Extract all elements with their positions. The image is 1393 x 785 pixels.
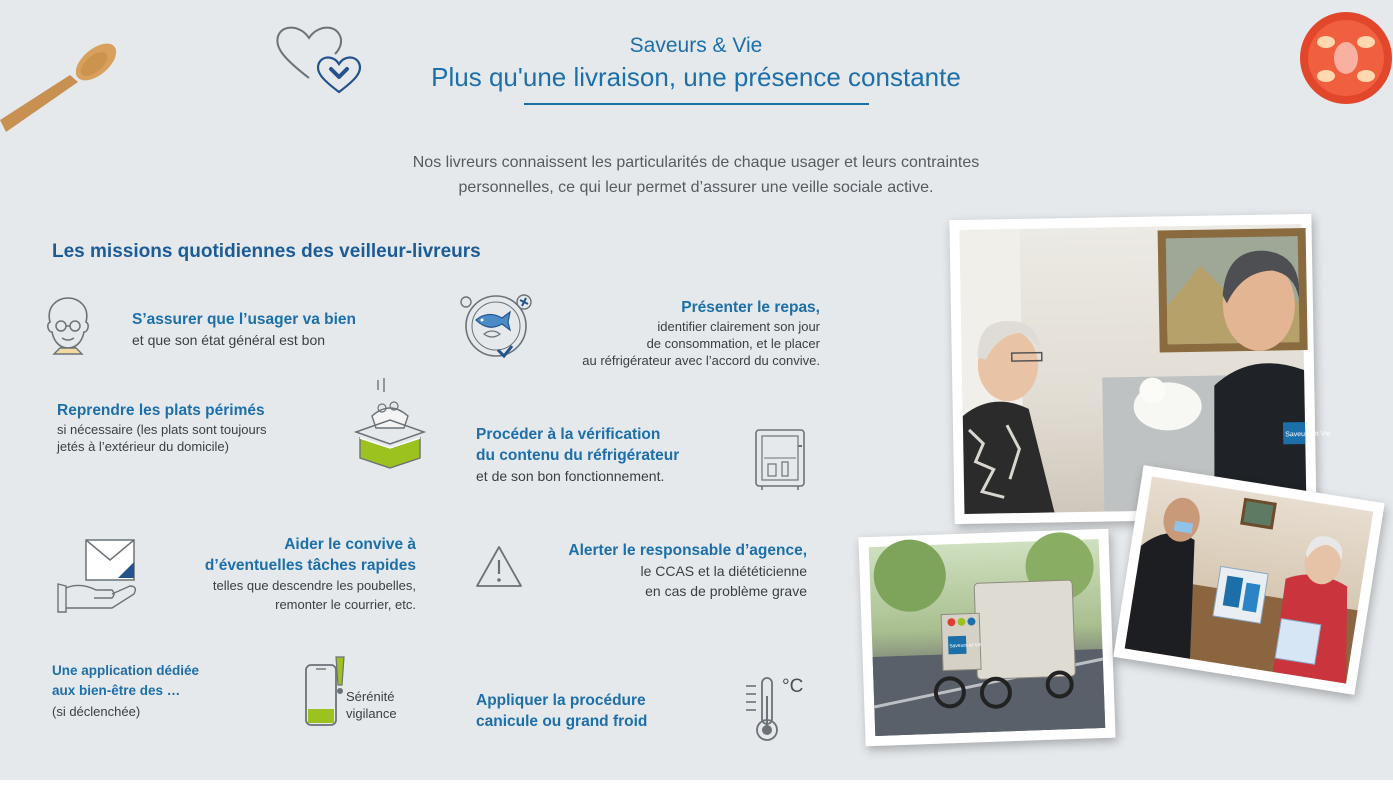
serenite-badge [346, 688, 397, 722]
mission-canicule [476, 690, 647, 732]
photo-home-visit-image [960, 224, 1331, 514]
mission-usager [132, 309, 356, 350]
mission-canicule-title-1: Appliquer la procédure [476, 692, 646, 709]
brand-name: Saveurs & Vie [629, 34, 763, 57]
mission-taches-desc-2: remonter le courrier, etc. [275, 597, 416, 612]
mission-application [52, 661, 199, 722]
photo-delivery-vehicle [858, 529, 1115, 747]
section-title: Les missions quotidiennes des veilleur-livreurs [52, 241, 481, 262]
thermometer-icon [742, 676, 784, 744]
intro-line-1: Nos livreurs connaissent les particularités de chaque usager et leurs contraintes [412, 154, 980, 171]
warning-icon [474, 544, 524, 590]
mission-repas-desc-2: de consommation, et le placer [646, 336, 820, 351]
mission-taches-title-1: Aider le convive à [284, 536, 416, 553]
mission-frigo-desc: et de son bon fonctionnement. [476, 468, 665, 484]
hearts-logo-icon [273, 22, 365, 94]
mission-taches-desc-1: telles que descendre les poubelles, [212, 578, 416, 593]
fish-dish-icon [458, 288, 538, 364]
celsius-label: °C [782, 676, 804, 697]
title-underline [524, 103, 869, 105]
photo-delivery-vehicle-image [869, 539, 1105, 736]
mission-repas [582, 297, 820, 369]
mission-alerte-title: Alerter le responsable d’agence, [568, 542, 807, 559]
intro-text [300, 150, 1092, 200]
mission-perimes-desc-2: jetés à l’extérieur du domicile) [57, 439, 229, 454]
mission-frigo-title-2: du contenu du réfrigérateur [476, 447, 680, 464]
intro-line-2: personnelles, ce qui leur permet d’assurer une veille sociale active. [458, 179, 934, 196]
mission-application-title-1: Une application dédiée [52, 663, 200, 678]
phone-alert-icon [302, 655, 348, 729]
wooden-spoon-decoration [0, 20, 130, 140]
mission-alerte [568, 540, 807, 601]
trash-box-icon [350, 376, 430, 472]
mission-frigo-title-1: Procéder à la vérification [476, 426, 661, 443]
page-title: Plus qu'une livraison, une présence constante [431, 62, 961, 92]
mission-application-desc: (si déclenchée) [52, 704, 141, 719]
meal-delivery-illustration [1125, 477, 1373, 684]
vigilance-label: vigilance [346, 706, 397, 721]
mission-frigo [476, 424, 679, 486]
mail-hand-icon [56, 538, 140, 616]
mission-alerte-desc-2: en cas de problème grave [645, 583, 807, 599]
mission-repas-desc-1: identifier clairement son jour [657, 319, 820, 334]
delivery-vehicle-illustration [869, 539, 1105, 736]
vehicle-badge-text: Saveurs et Vie [949, 642, 982, 650]
mission-usager-desc: et que son état général est bon [132, 332, 326, 348]
photo1-badge-text: Saveurs et Vie [1285, 430, 1331, 439]
mission-usager-title: S’assurer que l’usager va bien [132, 311, 356, 328]
mission-alerte-desc-1: le CCAS et la diététicienne [640, 563, 807, 579]
photo-home-visit [949, 214, 1331, 524]
serenite-label: Sérénité [346, 689, 395, 704]
tomato-decoration [1296, 0, 1393, 120]
fridge-icon [752, 428, 808, 492]
elderly-person-icon [40, 296, 96, 358]
mission-repas-title: Présenter le repas, [681, 299, 820, 316]
photo-meal-delivery-image [1125, 477, 1373, 684]
mission-perimes-title: Reprendre les plats périmés [57, 402, 265, 419]
bottom-strip [0, 780, 1393, 785]
mission-perimes-desc-1: si nécessaire (les plats sont toujours [57, 422, 267, 437]
mission-taches-title-2: d’éventuelles tâches rapides [204, 557, 416, 574]
mission-canicule-title-2: canicule ou grand froid [476, 713, 648, 730]
mission-taches [205, 534, 416, 614]
home-visit-illustration [960, 224, 1331, 514]
mission-perimes [57, 400, 267, 455]
mission-repas-desc-3: au réfrigérateur avec l’accord du convive. [582, 353, 820, 368]
mission-application-title-2: aux bien-être des … [52, 683, 181, 698]
photo-meal-delivery [1113, 465, 1384, 695]
